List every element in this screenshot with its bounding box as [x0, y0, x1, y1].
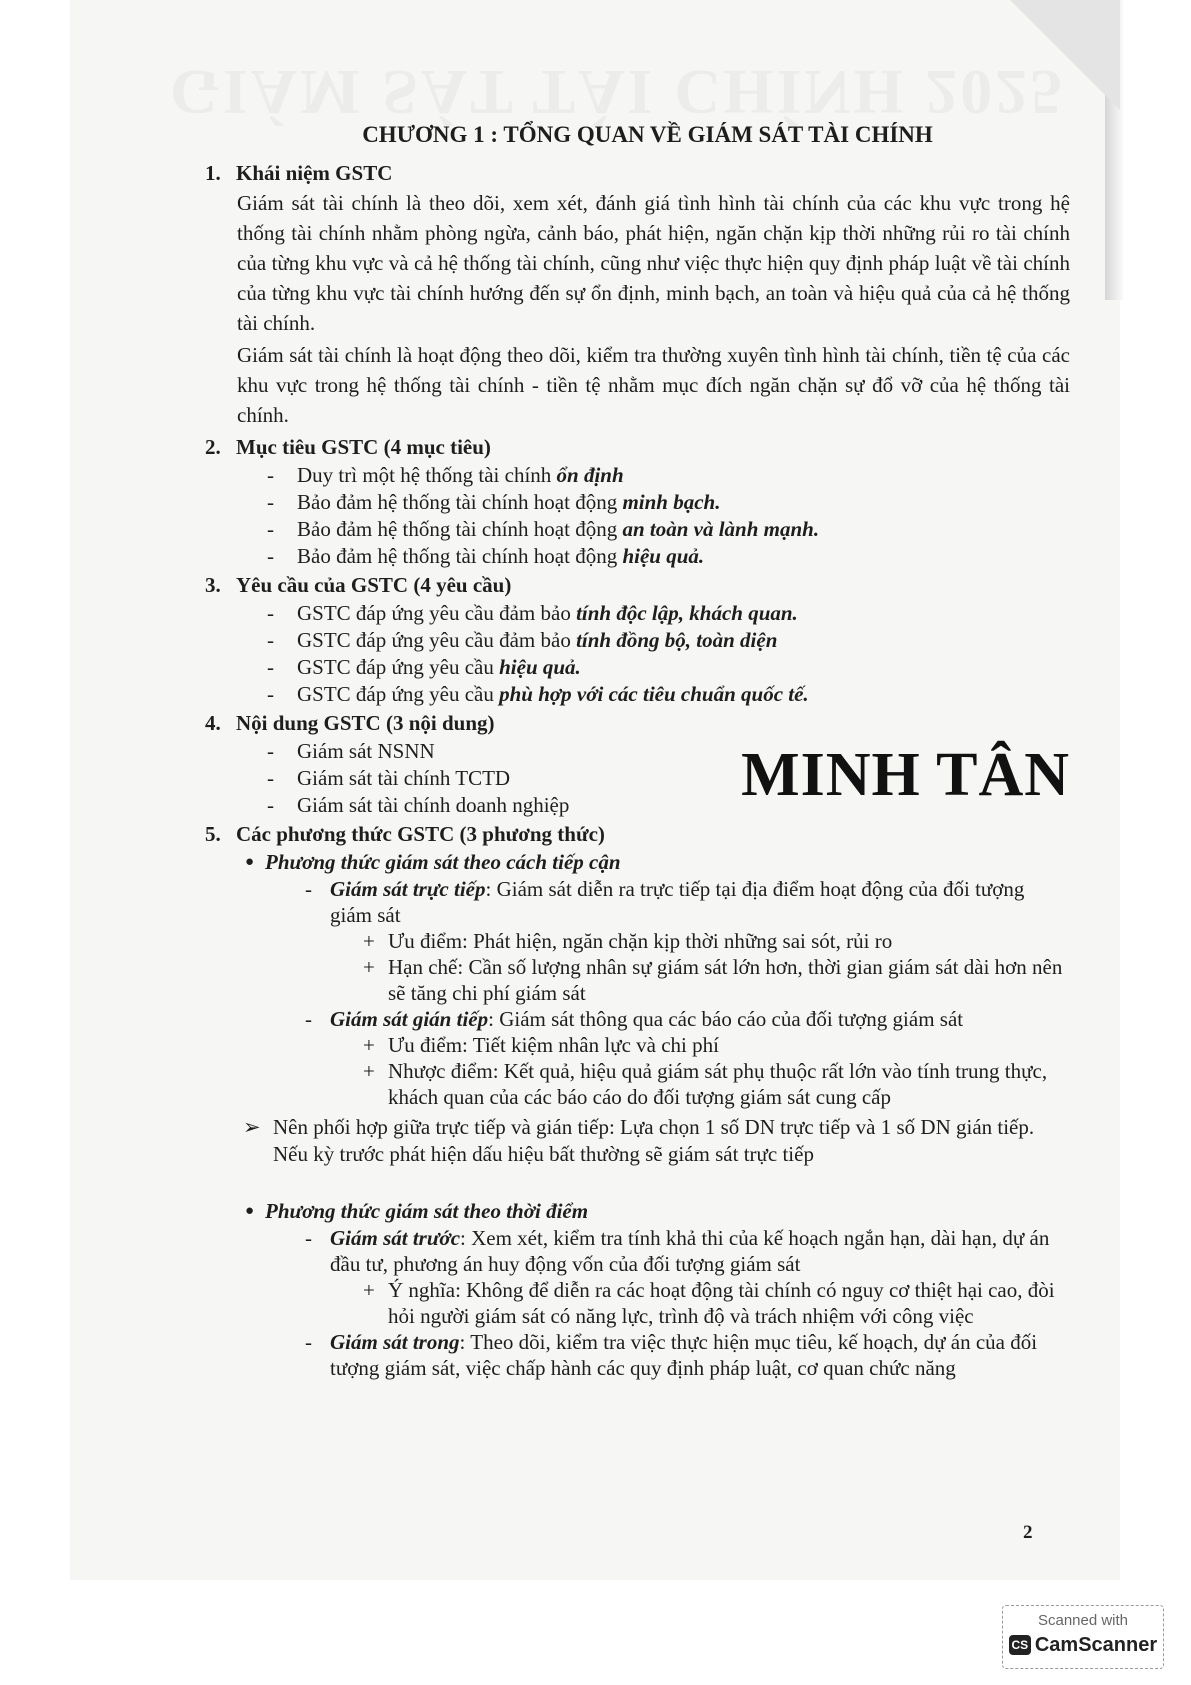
method-timing-heading: ● Phương thức giám sát theo thời điểm: [205, 1198, 1070, 1225]
list-item: - Giám sát tài chính TCTD: [267, 765, 1070, 792]
indirect-disadvantage: + Nhược điểm: Kết quả, hiệu quả giám sát phụ thuộc rất lớn vào tính trung thực, khách quan của các báo cáo do đối tượng giám sát cung cấp: [205, 1058, 1070, 1110]
scanned-with-label: Scanned with: [1037, 1612, 1129, 1629]
requirements-list: [205, 600, 1070, 708]
list-item: - GSTC đáp ứng yêu cầu phù hợp với các tiêu chuẩn quốc tế.: [267, 681, 1070, 708]
list-item: - GSTC đáp ứng yêu cầu đảm bảo tính độc lập, khách quan.: [267, 600, 1070, 627]
pre-supervision-meaning: + Ý nghĩa: Không để diễn ra các hoạt động tài chính có nguy cơ thiệt hại cao, đòi hỏi người giám sát có năng lực, trình độ và trách nhiệm với công việc: [205, 1277, 1070, 1329]
section-3-heading: 3. Yêu cầu của GSTC (4 yêu cầu): [205, 573, 512, 597]
list-item: - GSTC đáp ứng yêu cầu đảm bảo tính đồng bộ, toàn diện: [267, 627, 1070, 654]
direct-supervision: - Giám sát trực tiếp: Giám sát diễn ra trực tiếp tại địa điểm hoạt động của đối tượng giám sát: [205, 876, 1070, 928]
section-1-heading: 1. Khái niệm GSTC: [205, 161, 393, 185]
indirect-advantage: + Ưu điểm: Tiết kiệm nhân lực và chi phí: [205, 1032, 1070, 1058]
bleed-through-text: GIÁM SÁT TÀI CHÍNH 2025: [170, 57, 1066, 128]
section-5-heading: 5. Các phương thức GSTC (3 phương thức): [205, 822, 605, 846]
section-1-paragraph-2: Giám sát tài chính là hoạt động theo dõi, kiểm tra thường xuyên tình hình tài chính, tiền tệ của các khu vực trong hệ thống tài chính - tiền tệ nhằm mục đích ngăn chặn sự đổ vỡ của hệ thống tài chính.: [237, 343, 1070, 427]
direct-advantage: + Ưu điểm: Phát hiện, ngăn chặn kịp thời những sai sót, rủi ro: [205, 928, 1070, 954]
during-supervision: - Giám sát trong: Theo dõi, kiểm tra việc thực hiện mục tiêu, kế hoạch, dự án của đối tượng giám sát, việc chấp hành các quy định pháp luật, cơ quan chức năng: [205, 1329, 1070, 1381]
combination-note: ➢ Nên phối hợp giữa trực tiếp và gián tiếp: Lựa chọn 1 số DN trực tiếp và 1 số DN gián tiếp. Nếu kỳ trước phát hiện dấu hiệu bất thường sẽ giám sát trực tiếp: [205, 1114, 1070, 1168]
list-item: - Bảo đảm hệ thống tài chính hoạt động an toàn và lành mạnh.: [267, 516, 1070, 543]
minh-tan-stamp: MINH TÂN: [741, 741, 1070, 809]
pre-supervision: - Giám sát trước: Xem xét, kiểm tra tính khả thi của kế hoạch ngắn hạn, dài hạn, dự án đầu tư, phương án huy động vốn của đối tượng giám sát: [205, 1225, 1070, 1277]
section-2-heading: 2. Mục tiêu GSTC (4 mục tiêu): [205, 435, 491, 459]
direct-limitation: + Hạn chế: Cần số lượng nhân sự giám sát lớn hơn, thời gian giám sát dài hơn nên sẽ tăng chi phí giám sát: [205, 954, 1070, 1006]
indirect-supervision: - Giám sát gián tiếp: Giám sát thông qua các báo cáo của đối tượng giám sát: [205, 1006, 1070, 1032]
list-item: - GSTC đáp ứng yêu cầu hiệu quả.: [267, 654, 1070, 681]
method-approach-heading: ● Phương thức giám sát theo cách tiếp cận: [205, 849, 1070, 876]
document-body: [205, 120, 1070, 1381]
objectives-list: [205, 462, 1070, 570]
camscanner-brand: CamScanner: [1034, 1634, 1158, 1656]
list-item: - Giám sát NSNN: [267, 738, 1070, 765]
camscanner-logo-icon: CS: [1009, 1635, 1031, 1655]
list-item: - Bảo đảm hệ thống tài chính hoạt động minh bạch.: [267, 489, 1070, 516]
list-item: - Duy trì một hệ thống tài chính ổn định: [267, 462, 1070, 489]
list-item: - Bảo đảm hệ thống tài chính hoạt động hiệu quả.: [267, 543, 1070, 570]
camscanner-badge: [1002, 1605, 1164, 1669]
section-4-heading: 4. Nội dung GSTC (3 nội dung): [205, 711, 495, 735]
section-1-paragraph-1: Giám sát tài chính là theo dõi, xem xét, đánh giá tình hình tài chính của các khu vực trong hệ thống tài chính nhằm phòng ngừa, cảnh báo, phát hiện, ngăn chặn kịp thời những rủi ro tài chính của từng khu vực và cả hệ thống tài chính, cũng như việc thực hiện quy định pháp luật về tài chính của từng khu vực tài chính hướng đến sự ổn định, minh bạch, an toàn và hiệu quả của cả hệ thống tài chính.: [237, 191, 1070, 335]
chapter-title: CHƯƠNG 1 : TỔNG QUAN VỀ GIÁM SÁT TÀI CHÍNH: [362, 122, 933, 147]
page-number: 2: [1023, 1522, 1033, 1543]
list-item: - Giám sát tài chính doanh nghiệp: [267, 792, 1070, 819]
